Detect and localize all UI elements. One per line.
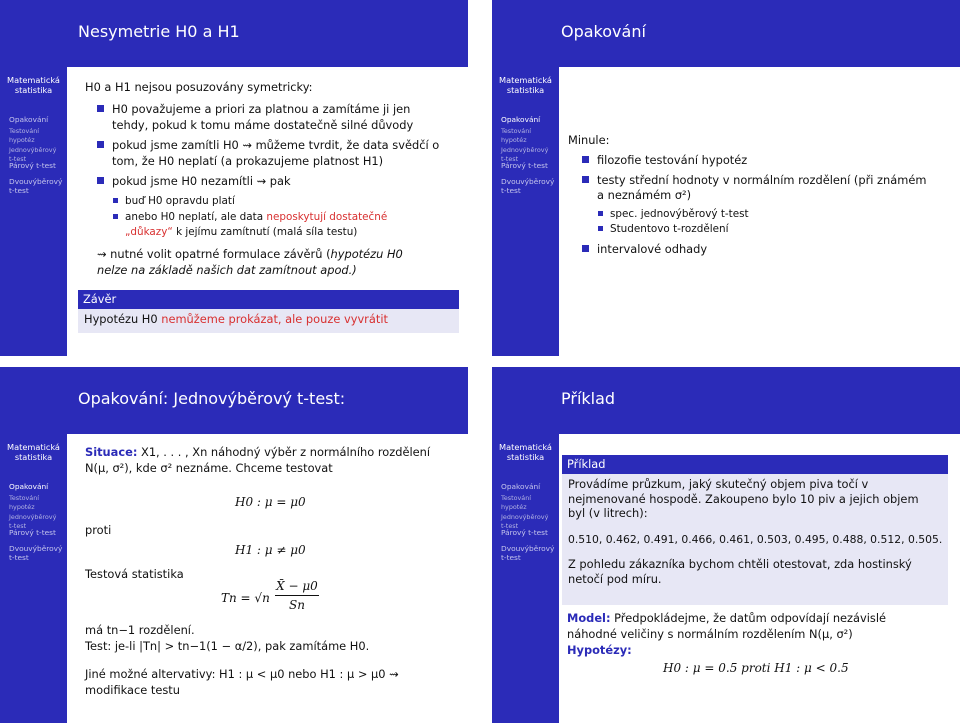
bullet-icon [97,105,104,112]
alt-hypothesis-formula: H1 : μ ≠ μ0 [235,543,306,557]
slide-header [0,0,468,67]
sidebar [0,434,67,723]
test-statistic-formula: Tn = √n [221,591,270,605]
slide-header [0,367,468,434]
sidebar-item-testovani[interactable]: Testování hypotéz [9,494,40,511]
sidebar-title: Matematická statistika [7,75,60,95]
sub-bullet-icon [113,198,118,203]
sidebar-item-opakovani[interactable]: Opakování [501,115,541,124]
slide-title: Příklad [561,389,616,408]
sidebar-item-dvouvyberovy[interactable]: Dvouvýběrový t-test [9,544,63,562]
slide-title: Opakování [561,22,646,41]
sidebar-item-opakovani[interactable]: Opakování [501,482,541,491]
hypotheses-formula: H0 : μ = 0.5 proti H1 : μ < 0.5 [663,661,849,675]
sidebar-item-testovani[interactable]: Testování hypotéz [501,494,532,511]
fraction-numerator: X̄ − μ0 [275,579,319,596]
sidebar-title: Matematická statistika [7,442,60,462]
fraction-denominator: Sn [289,598,305,612]
bullet-icon [582,245,589,252]
example-box-title: Příklad [562,455,948,474]
conclusion-box-title: Závěr [78,290,459,309]
slide-nesymetrie: Nesymetrie H0 a H1 Matematická statistika Opakování Testování hypotéz Jednovýběrový t-test Párový t-test Dvouvýběrový t-test H0 a H1 nejsou posuzovány symetricky: H0 považujeme a priori za platnou a zamítáme ji jen tehdy, pokud k tomu máme dostatečně silné důvody pokud jsme zamítli H0 ⇝ můžeme tvrdit, že data svědčí o tom, že H0 neplatí (a prokazujeme platnost H1) pokud jsme H0 nezamítli ⇝ pak buď H0 opravdu platí anebo H0 neplatí, ale data neposkytují dostatečné „důkazy“ k jejímu zamítnutí (malá síla testu) ⇝ nutné volit opatrné formulace závěrů (hypotézu H0 nelze na základě našich dat zamítnout apod.) Závěr Hypotézu H0 nemůžeme prokázat, ale pouze vyvrátit [0,0,468,356]
sidebar-title: Matematická statistika [499,442,552,462]
example-box-body: Provádíme průzkum, jaký skutečný objem piva točí v nejmenované hospodě. Zakoupeno bylo 10 piv a jejich objem byl (v litrech): 0.510, 0.462, 0.491, 0.466, 0.461, 0.503, 0.495, 0.488, 0.512, 0.505. Z pohledu zákazníka bychom chtěli otestovat, zda hostinský netočí pod míru. [562,474,948,605]
sidebar-item-jednovyberovy[interactable]: Jednovýběrový t-test [501,146,549,163]
sidebar-item-parovy[interactable]: Párový t-test [501,161,548,170]
sidebar-item-dvouvyberovy[interactable]: Dvouvýběrový t-test [501,544,555,562]
conclusion-box-body: Hypotézu H0 nemůžeme prokázat, ale pouze vyvrátit [78,309,459,333]
sub-bullet-icon [113,214,118,219]
conclusion-box [78,290,459,333]
sidebar-item-dvouvyberovy[interactable]: Dvouvýběrový t-test [501,177,555,195]
slide-opakovani: Opakování Matematická statistika Opakování Testování hypotéz Jednovýběrový t-test Párový t-test Dvouvýběrový t-test Minule: filozofie testování hypotéz testy střední hodnoty v normálním rozdělení (při známém a neznámém σ²) spec. jednovýběrový t-test Studentovo t-rozdělení intervalové odhady [492,0,960,356]
sidebar [492,434,559,723]
slide-header [492,0,960,67]
sidebar-item-testovani[interactable]: Testování hypotéz [9,127,40,144]
bullet-icon [582,156,589,163]
sub-bullet-icon [598,211,603,216]
sidebar-item-jednovyberovy[interactable]: Jednovýběrový t-test [9,146,57,163]
slide-title: Nesymetrie H0 a H1 [78,22,240,41]
sidebar-item-jednovyberovy[interactable]: Jednovýběrový t-test [501,513,549,530]
sidebar-item-opakovani[interactable]: Opakování [9,482,49,491]
slide-header [492,367,960,434]
bullet-icon [97,177,104,184]
slide-jednovyberovy-t-test: Opakování: Jednovýběrový t-test: Matematická statistika Opakování Testování hypotéz Jednovýběrový t-test Párový t-test Dvouvýběrový t-test Situace: X1, . . . , Xn náhodný výběr z normálního rozdělení N(μ, σ²), kde σ² neznáme. Chceme testovat H0 : μ = μ0 proti H1 : μ ≠ μ0 Testová statistika Tn = √n X̄ − μ0 Sn má tn−1 rozdělení. Test: je-li |Tn| > tn−1(1 − α/2), pak zamítáme H0. Jiné možné altervativy: H1 : μ < μ0 nebo H1 : μ > μ0 ⇝ modifikace testu [0,367,468,723]
sub-bullet-icon [598,226,603,231]
sidebar-item-parovy[interactable]: Párový t-test [9,528,56,537]
slide-title: Opakování: Jednovýběrový t-test: [78,389,346,408]
example-box [562,455,948,605]
sidebar-title: Matematická statistika [499,75,552,95]
bullet-icon [582,176,589,183]
sidebar-item-dvouvyberovy[interactable]: Dvouvýběrový t-test [9,177,63,195]
bullet-icon [97,141,104,148]
sidebar [0,67,67,356]
intro-text: H0 a H1 nejsou posuzovány symetricky: [85,80,313,94]
sidebar-item-opakovani[interactable]: Opakování [9,115,49,124]
null-hypothesis-formula: H0 : μ = μ0 [235,495,306,509]
sidebar-item-parovy[interactable]: Párový t-test [501,528,548,537]
sidebar-item-jednovyberovy[interactable]: Jednovýběrový t-test [9,513,57,530]
sidebar-item-parovy[interactable]: Párový t-test [9,161,56,170]
slide-priklad: Příklad Matematická statistika Opakování Testování hypotéz Jednovýběrový t-test Párový t-test Dvouvýběrový t-test Příklad Provádíme průzkum, jaký skutečný objem piva točí v nejmenované hospodě. Zakoupeno bylo 10 piv a jejich objem byl (v litrech): 0.510, 0.462, 0.491, 0.466, 0.461, 0.503, 0.495, 0.488, 0.512, 0.505. Z pohledu zákazníka bychom chtěli otestovat, zda hostinský netočí pod míru. Model: Předpokládejme, že datům odpovídají nezávislé náhodné veličiny s normálním rozdělením N(μ, σ²) Hypotézy: H0 : μ = 0.5 proti H1 : μ < 0.5 [492,367,960,723]
sample-values: 0.510, 0.462, 0.491, 0.466, 0.461, 0.503, 0.495, 0.488, 0.512, 0.505. [568,532,943,546]
sidebar-item-testovani[interactable]: Testování hypotéz [501,127,532,144]
sidebar [492,67,559,356]
